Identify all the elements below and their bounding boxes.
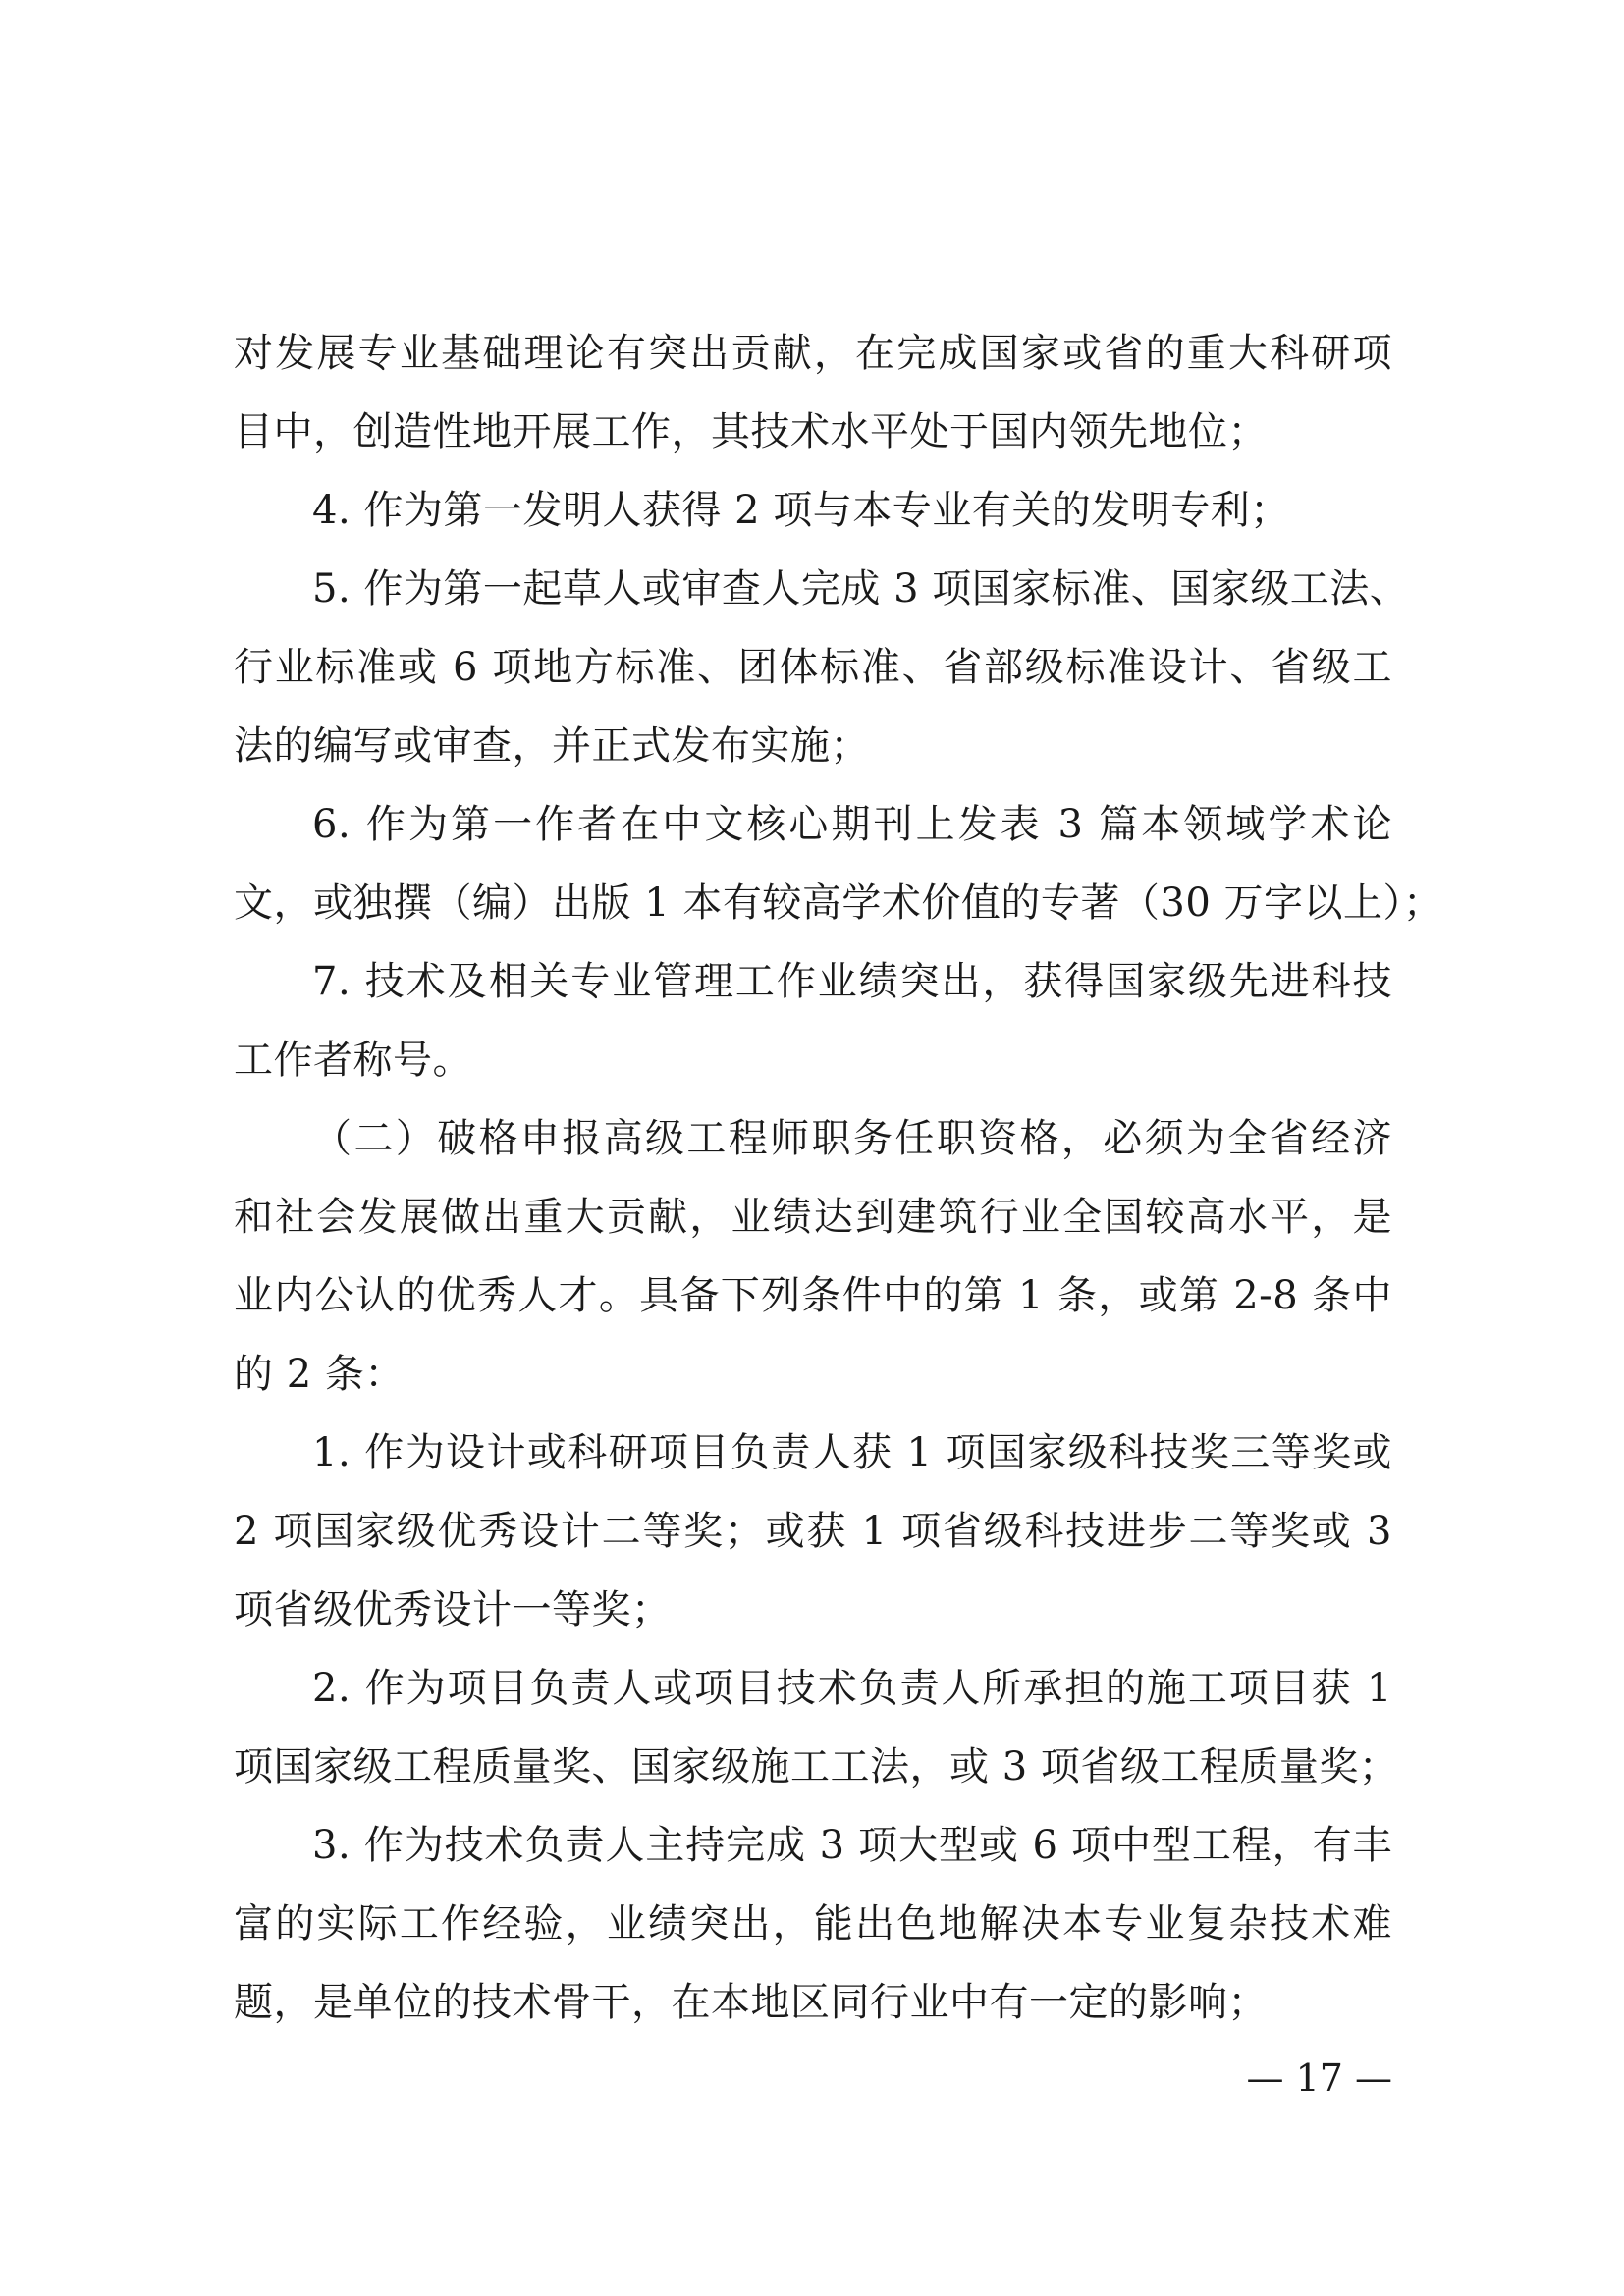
text-line: 业内公认的优秀人才。具备下列条件中的第 1 条，或第 2-8 条中 [234, 1273, 1392, 1318]
text-line: 项国家级工程质量奖、国家级施工工法，或 3 项省级工程质量奖； [234, 1744, 1399, 1789]
text-line: 和社会发展做出重大贡献，业绩达到建筑行业全国较高水平，是 [234, 1195, 1392, 1240]
text-line: 行业标准或 6 项地方标准、团体标准、省部级标准设计、省级工 [234, 645, 1392, 690]
text-line: 7. 技术及相关专业管理工作业绩突出，获得国家级先进科技 [312, 959, 1392, 1004]
text-line: 富的实际工作经验，业绩突出，能出色地解决本专业复杂技术难 [234, 1901, 1392, 1947]
text-line: 1. 作为设计或科研项目负责人获 1 项国家级科技奖三等奖或 [312, 1430, 1392, 1475]
text-line: （二）破格申报高级工程师职务任职资格，必须为全省经济 [312, 1116, 1392, 1161]
text-line: 4. 作为第一发明人获得 2 项与本专业有关的发明专利； [312, 488, 1290, 533]
text-line: 对发展专业基础理论有突出贡献，在完成国家或省的重大科研项 [234, 331, 1392, 376]
text-line: 2 项国家级优秀设计二等奖；或获 1 项省级科技进步二等奖或 3 [234, 1509, 1392, 1554]
page-number: — 17 — [1246, 2056, 1392, 2100]
text-line: 2. 作为项目负责人或项目技术负责人所承担的施工项目获 1 [312, 1666, 1392, 1711]
text-line: 的 2 条： [234, 1352, 405, 1397]
text-line: 文，或独撰（编）出版 1 本有较高学术价值的专著（30 万字以上）； [234, 881, 1443, 926]
text-line: 工作者称号。 [234, 1038, 472, 1083]
text-line: 题，是单位的技术骨干，在本地区同行业中有一定的影响； [234, 1980, 1268, 2025]
text-line: 6. 作为第一作者在中文核心期刊上发表 3 篇本领域学术论 [312, 802, 1392, 847]
text-line: 5. 作为第一起草人或审查人完成 3 项国家标准、国家级工法、 [312, 566, 1410, 612]
text-line: 目中，创造性地开展工作，其技术水平处于国内领先地位； [234, 409, 1268, 454]
text-line: 法的编写或审查，并正式发布实施； [234, 723, 870, 769]
text-line: 3. 作为技术负责人主持完成 3 项大型或 6 项中型工程，有丰 [312, 1823, 1392, 1868]
text-line: 项省级优秀设计一等奖； [234, 1587, 672, 1632]
